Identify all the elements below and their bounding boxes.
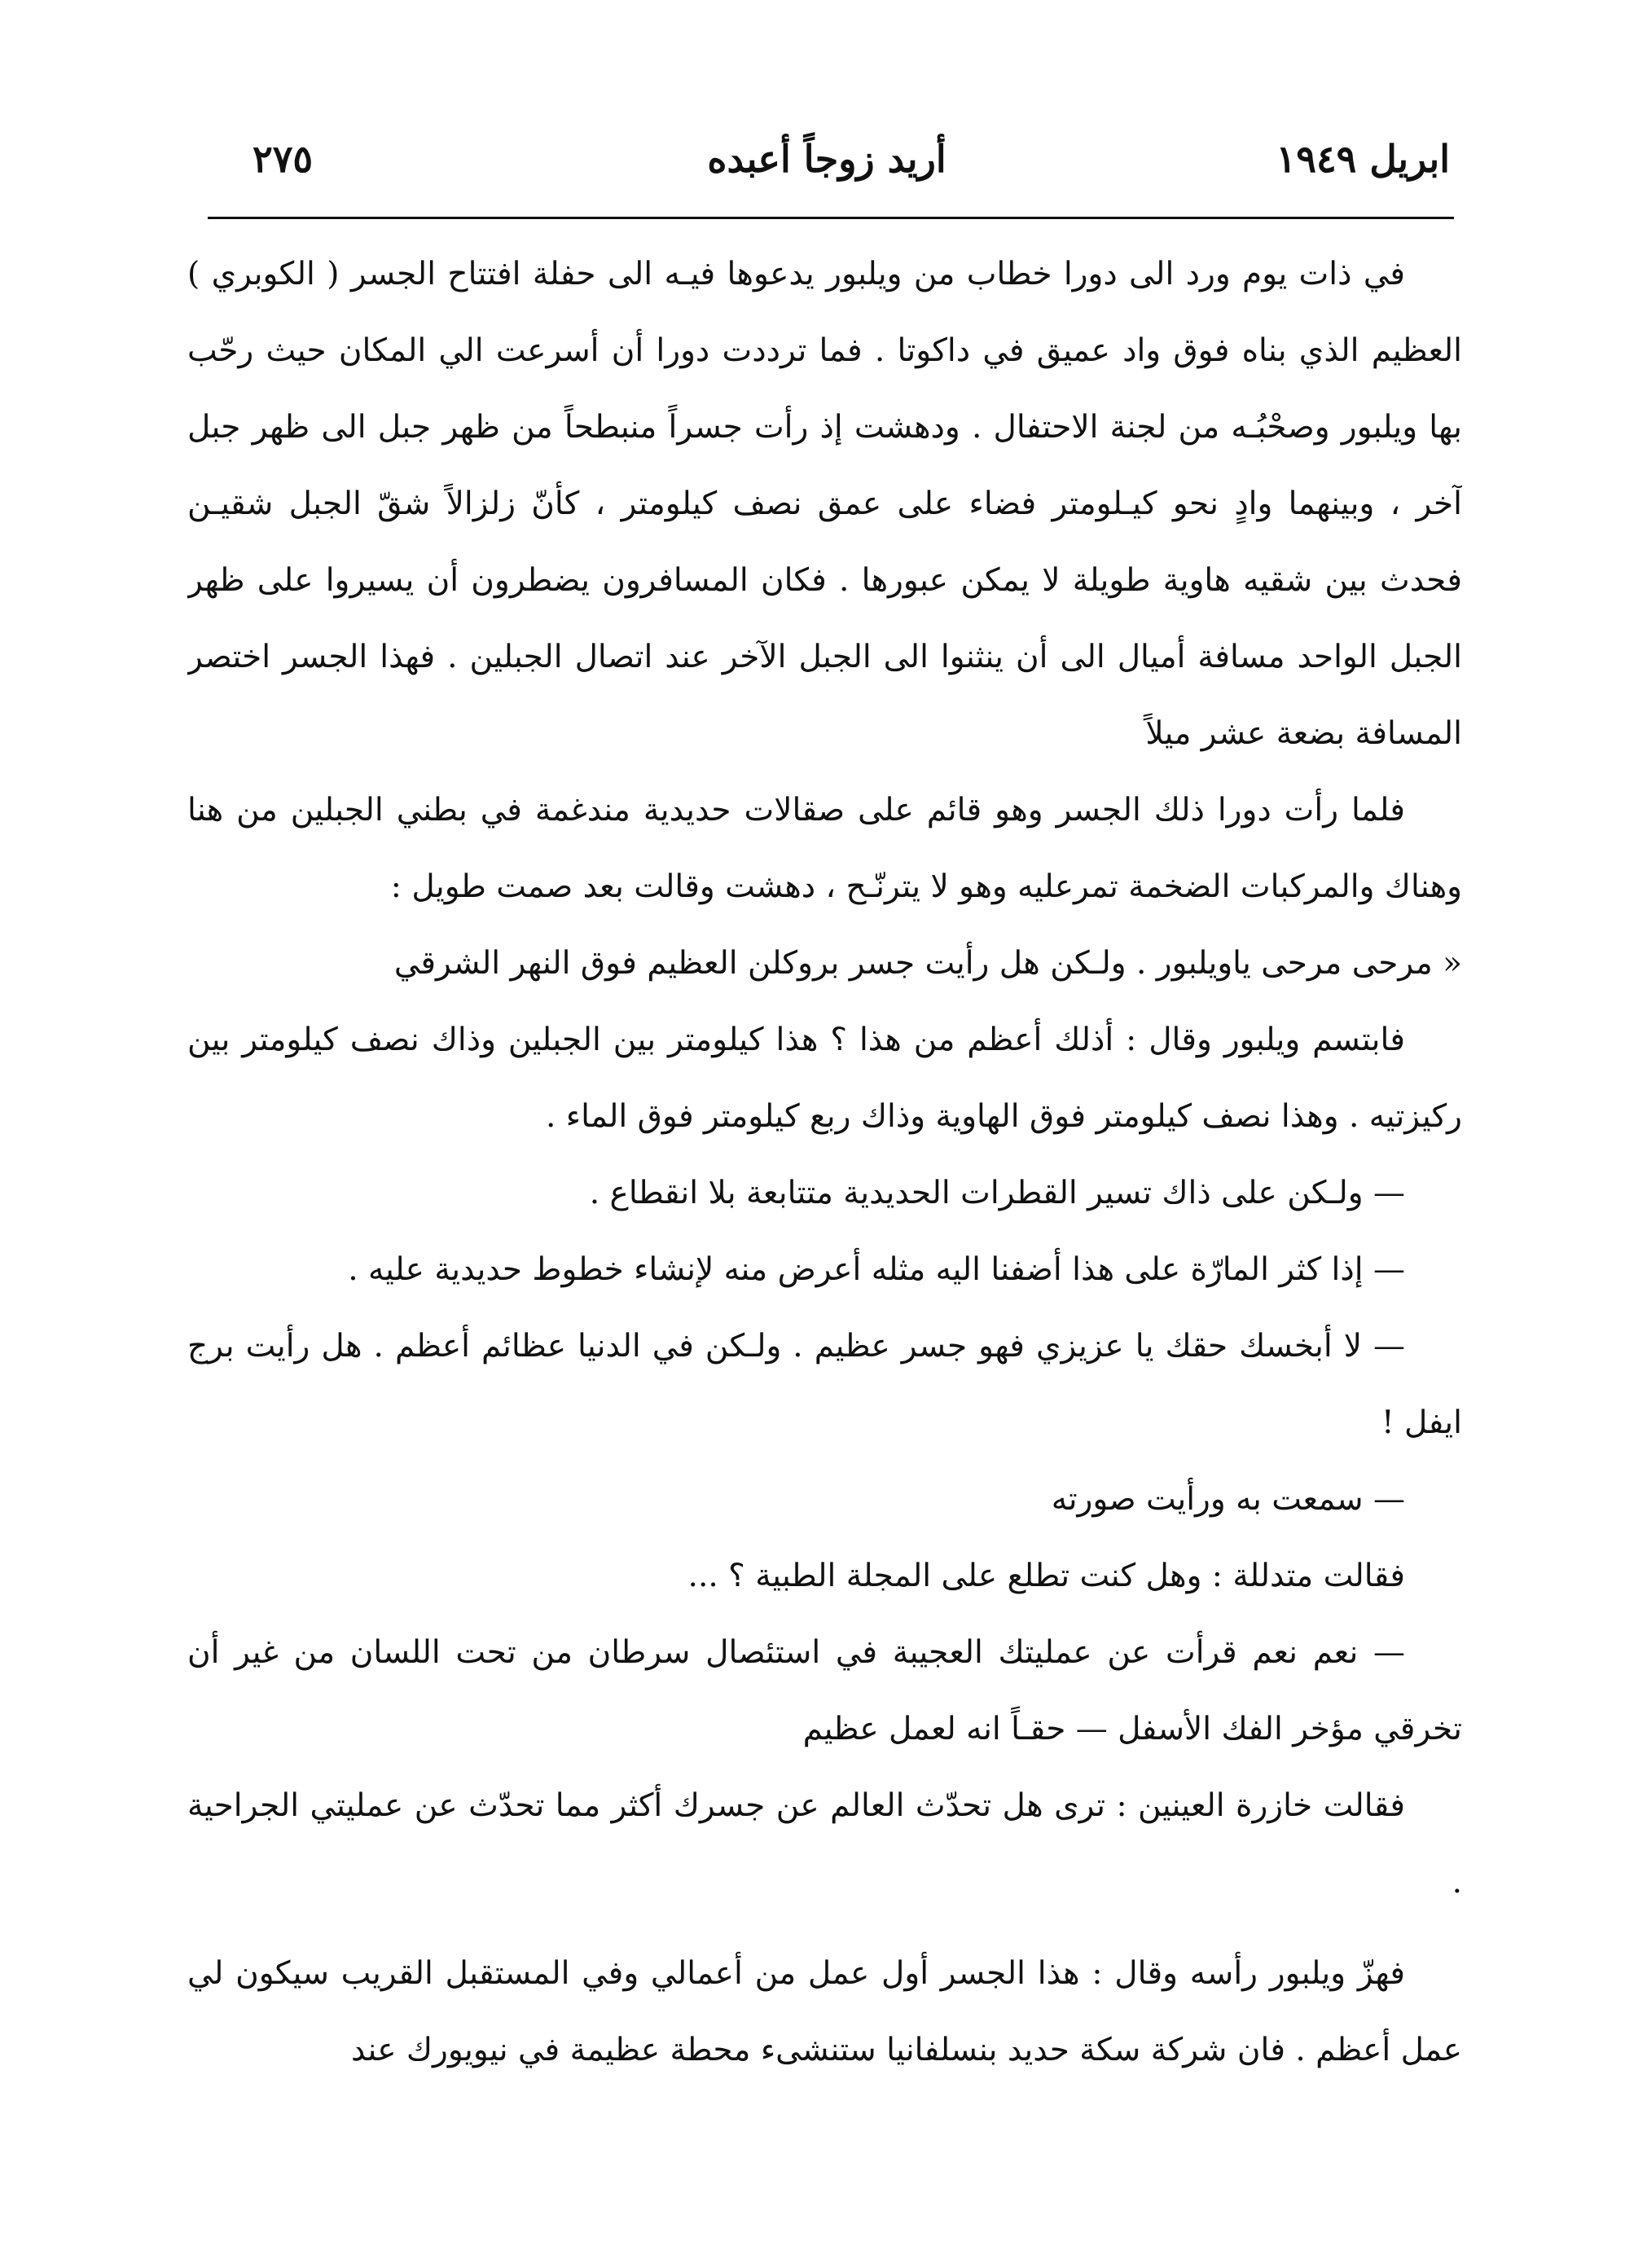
paragraph: — لا أبخسك حقك يا عزيزي فهو جسر عظيم . ولـكن في الدنيا عظائم أعظم . هل رأيت برج ايفل !: [187, 1328, 1462, 1441]
paragraph: — إذا كثر المارّة على هذا أضفنا اليه مثله أعرض منه لإنشاء خطوط حديدية عليه .: [348, 1251, 1405, 1288]
paragraph: فقالت متدللة : وهل كنت تطلع على المجلة الطبية ؟ ...: [687, 1558, 1405, 1594]
paragraph: — نعم نعم قرأت عن عمليتك العجيبة في استئصال سرطان من تحت اللسان من غير أن تخرقي مؤخر الفك الأسفل — حقـاً انه لعمل عظيم: [187, 1634, 1462, 1747]
paragraph: فهزّ ويلبور رأسه وقال : هذا الجسر أول عمل من أعمالي وفي المستقبل القريب سيكون لي عمل أعظم . فان شركة سكة حديد بنسلفانيا ستنشىء محطة عظيمة في نيويورك عند: [187, 1955, 1462, 2068]
paragraph: فقالت خازرة العينين : ترى هل تحدّث العالم عن جسرك أكثر مما تحدّث عن عمليتي الجراحية .: [187, 1787, 1462, 1901]
header-rule: [208, 217, 1454, 219]
paragraph: فابتسم ويلبور وقال : أذلك أعظم من هذا ؟ هذا كيلومتر بين الجبلين وذاك نصف كيلومتر بين ركيزتيه . وهذا نصف كيلومتر فوق الهاوية وذاك ربع كيلومتر فوق الماء .: [187, 1022, 1462, 1135]
paragraph: في ذات يوم ورد الى دورا خطاب من ويلبور يدعوها فيـه الى حفلة افتتاح الجسر ( الكوبري ) العظيم الذي بناه فوق واد عميق في داكوتا . فما ترددت دورا أن أسرعت الي المكان حيث رحّب بها ويلبور وصحْبُـه من لجنة الاحتفال . ودهشت إذ رأت جسراً منبطحاً من ظهر جبل الى ظهر جبل آخر ، وبينهما وادٍ نحو كيـلومتر فضاء على عمق نصف كيلومتر ، كأنّ زلزالاً شقّ الجبل شقيـن فحدث بين شقيه هاوية طويلة لا يمكن عبورها . فكان المسافرون يضطرون أن يسيروا على ظهر الجبل الواحد مسافة أميال الى أن ينثنوا الى الجبل الآخر عند اتصال الجبلين . فهذا الجسر اختصر المسافة بضعة عشر ميلاً: [187, 256, 1462, 752]
paragraph: — سمعت به ورأيت صورته: [1051, 1481, 1405, 1518]
paragraph: فلما رأت دورا ذلك الجسر وهو قائم على صقالات حديدية مندغمة في بطني الجبلين من هنا وهناك والمركبات الضخمة تمرعليه وهو لا يترنّـح ، دهشت وقالت بعد صمت طويل :: [187, 792, 1462, 905]
header-page-number: ٢٧٥: [253, 137, 314, 181]
paragraph: « مرحى مرحى ياويلبور . ولـكن هل رأيت جسر بروكلن العظيم فوق النهر الشرقي: [393, 945, 1462, 982]
running-header: [204, 122, 1450, 196]
header-title: أريد زوجاً أعبده: [707, 137, 946, 181]
paragraph: — ولـكن على ذاك تسير القطرات الحديدية متتابعة بلا انقطاع .: [589, 1175, 1405, 1211]
header-date: ابريل ١٩٤٩: [1276, 137, 1450, 181]
body-text: [187, 236, 1462, 2224]
